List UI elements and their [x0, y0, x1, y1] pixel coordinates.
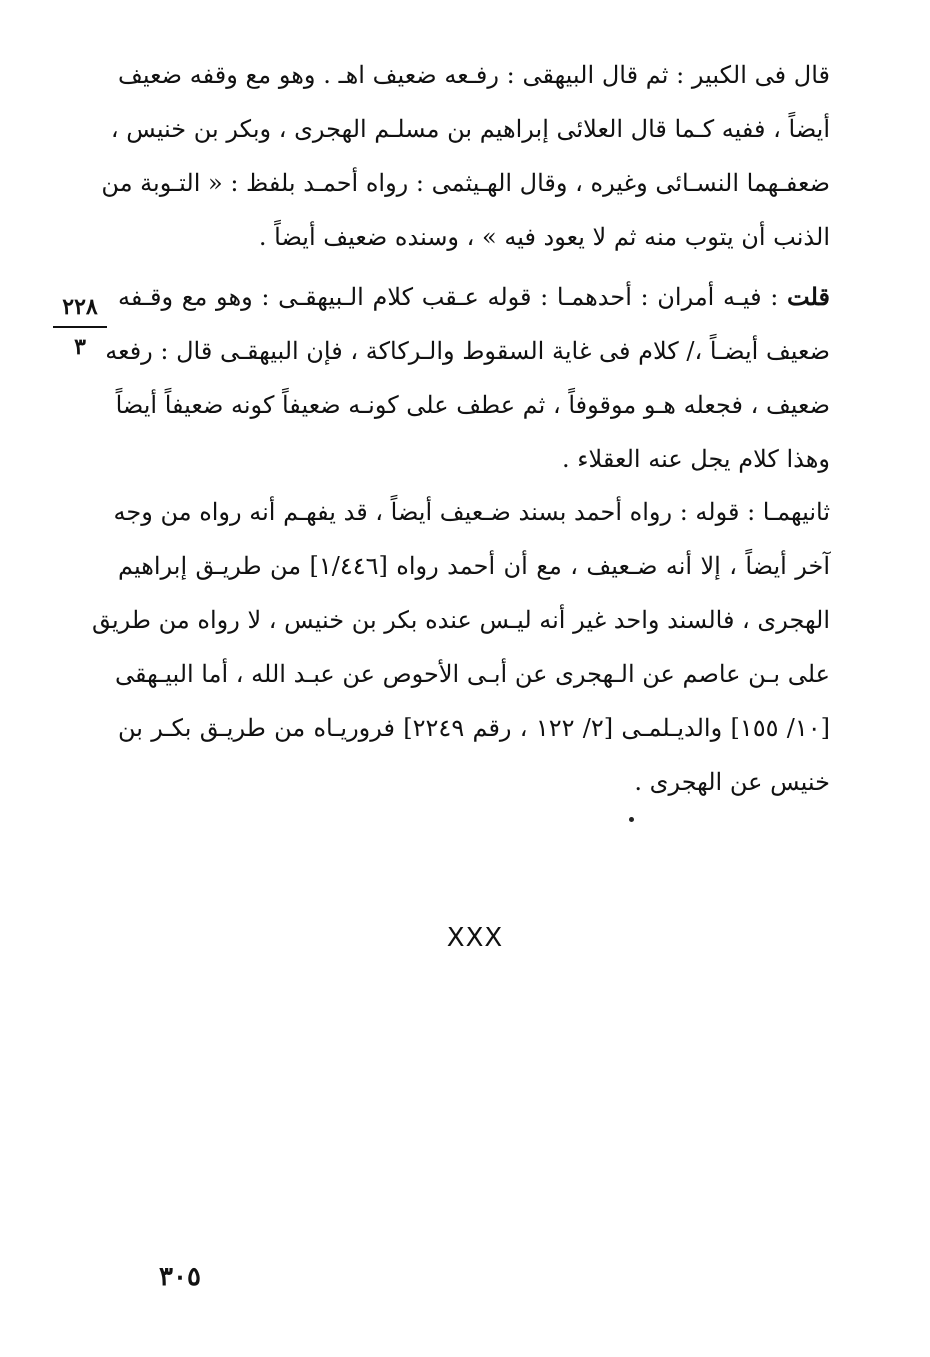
section-separator: XXX — [446, 923, 504, 953]
margin-reference-bottom: ٣ — [74, 334, 86, 360]
paragraph-3-line-4: على بـن عاصم عن الـهجرى عن أبـى الأحوص عن عبـد الله ، أما البيـهقى — [114, 660, 830, 688]
stray-dot — [629, 817, 634, 822]
paragraph-1-line-2: أيضاً ، ففيه كـما قال العلائى إبراهيم بن مسلـم الهجرى ، وبكر بن خنيس ، — [110, 115, 830, 143]
paragraph-2-line-1-text: : فيـه أمران : أحدهمـا : قوله عـقب كلام الـبيهقـى : وهو مع وقـفه — [118, 283, 788, 311]
paragraph-2-line-1 — [118, 270, 830, 324]
paragraph-1-line-1: قال فى الكبير : ثم قال البيهقى : رفـعه ضعيف اهـ . وهو مع وقفه ضعيف — [118, 61, 830, 89]
paragraph-1-line-3: ضعفـهما النسـائى وغيره ، وقال الهـيثمى : رواه أحمـد بلفظ : « التـوبة من — [101, 169, 830, 197]
paragraph-2-line-2: ضعيف أيضـاً ،/ كلام فى غاية السقوط والـركاكة ، فإن البيهقـى قال : رفعه — [105, 337, 830, 365]
paragraph-1-line-4: الذنب أن يتوب منه ثم لا يعود فيه » ، وسنده ضعيف أيضاً . — [258, 223, 830, 251]
paragraph-2-line-4: وهذا كلام يجل عنه العقلاء . — [562, 445, 830, 473]
margin-reference — [50, 294, 110, 360]
page-number: ٣٠٥ — [159, 1262, 201, 1292]
paragraph-2-line-3: ضعيف ، فجعله هـو موقوفاً ، ثم عطف على كونـه ضعيفاً كونه ضعيفاً أيضاً — [115, 391, 830, 419]
paragraph-2 — [105, 270, 830, 486]
paragraph-3-line-2: آخر أيضاً ، إلا أنه ضـعيف ، مع أن أحمد رواه [١/٤٤٦] من طريـق إبراهيم — [118, 552, 830, 580]
paragraph-1 — [101, 48, 830, 264]
paragraph-3 — [91, 485, 831, 809]
paragraph-2-lead-word: قلت — [787, 282, 830, 311]
margin-reference-top: ٢٢٨ — [62, 294, 98, 320]
paragraph-3-line-5: [١٠/ ١٥٥] والديـلمـى [٢/ ١٢٢ ، رقم ٢٢٤٩] فروريـاه من طريـق بكـر بن — [118, 714, 831, 742]
paragraph-3-line-1: ثانيهمـا : قوله : رواه أحمد بسند ضـعيف أيضاً ، قد يفهـم أنه رواه من وجه — [113, 498, 830, 526]
margin-reference-divider — [53, 326, 107, 328]
paragraph-3-line-3: الهجرى ، فالسند واحد غير أنه ليـس عنده بكر بن خنيس ، لا رواه من طريق — [91, 606, 830, 634]
paragraph-3-line-6: خنيس عن الهجرى . — [634, 768, 830, 796]
